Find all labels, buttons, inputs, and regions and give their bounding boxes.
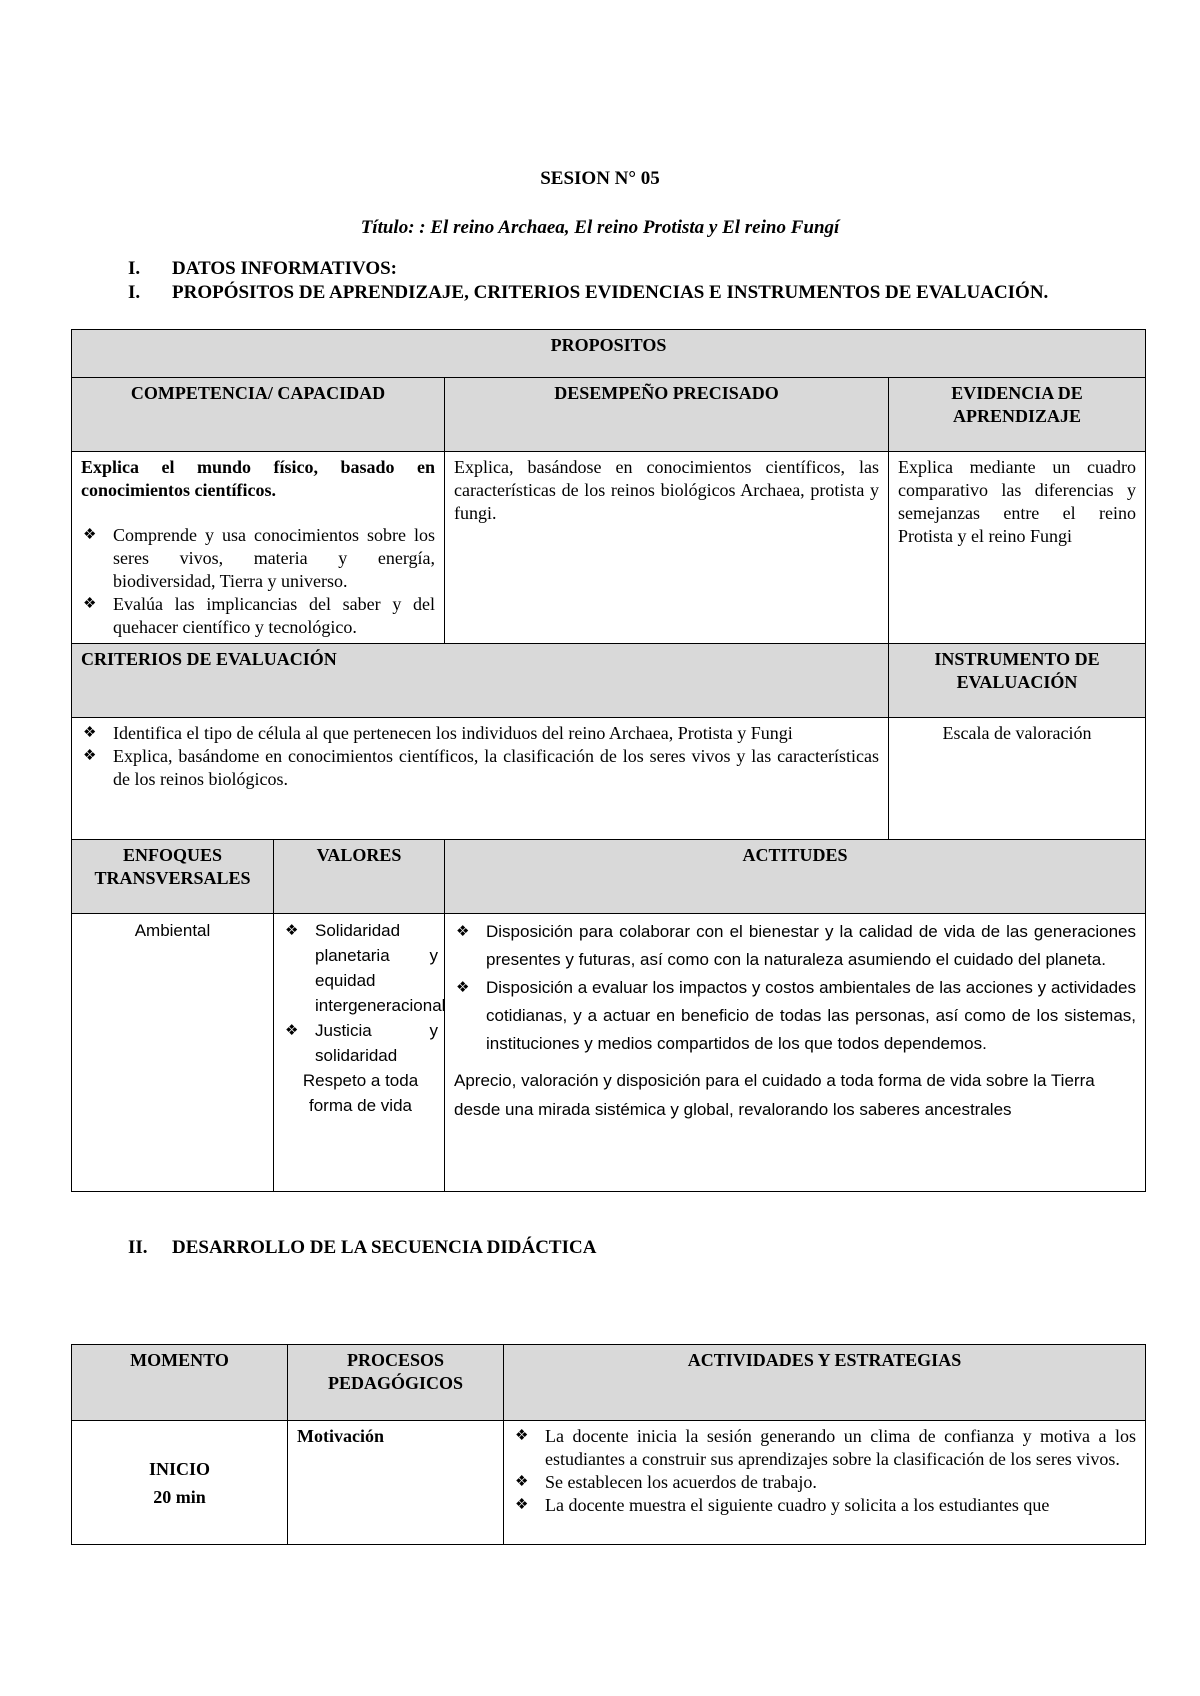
criteria-cell (72, 718, 889, 840)
approach-cell: Ambiental (72, 914, 274, 1192)
sequence-table (71, 1344, 1146, 1545)
activity-item: ❖ La docente inicia la sesión generando un clima de confianza y motiva a los estudiantes a construir sus aprendizajes sobre la clasificación de los seres vivos. (513, 1425, 1136, 1471)
value-item: ❖ Solidaridad planetaria y equidad intergeneracional (283, 918, 438, 1018)
values-cell (274, 914, 445, 1192)
competence-title: Explica el mundo físico, basado en conocimientos científicos. (81, 457, 435, 500)
section-heading-purposes (128, 282, 1048, 304)
values-column-header: VALORES (274, 840, 445, 914)
attitudes-cell (445, 914, 1146, 1192)
activity-item: ❖ La docente muestra el siguiente cuadro y solicita a los estudiantes que (513, 1494, 1136, 1517)
values-list (283, 918, 446, 1068)
attitudes-list (454, 918, 1136, 1058)
activities-column-header: ACTIVIDADES Y ESTRATEGIAS (504, 1345, 1146, 1421)
attitude-extra: Aprecio, valoración y disposición para el cuidado a toda forma de vida sobre la Tierra desde una mirada sistémica y global, revalorando los saberes ancestrales (454, 1071, 1095, 1119)
criteria-item: ❖ Explica, basándome en conocimientos científicos, la clasificación de los seres vivos y las características de los reinos biológicos. (81, 745, 879, 791)
competence-cell (72, 452, 445, 644)
session-title: Título: : El reino Archaea, El reino Protista y El reino Fungí (360, 217, 840, 238)
instrument-cell: Escala de valoración (889, 718, 1146, 840)
approach-column-header: ENFOQUES TRANSVERSALES (72, 840, 274, 914)
section-heading-sequence (128, 1237, 596, 1259)
section-label: DESARROLLO DE LA SECUENCIA DIDÁCTICA (172, 1237, 597, 1258)
session-number: SESION N° 05 (540, 168, 660, 189)
attitude-item: ❖ Disposición a evaluar los impactos y costos ambientales de las acciones y actividades cotidianas, y a actuar en beneficio de todas las personas, así como de los sistemas, instituciones y medios compartidos de los que todos dependemos. (454, 974, 1136, 1058)
capacity-item: ❖ Evalúa las implicancias del saber y del quehacer científico y tecnológico. (81, 593, 435, 639)
moment-label: INICIO (148, 1458, 210, 1479)
performance-cell: Explica, basándose en conocimientos científicos, las características de los reinos biológicos Archaea, protista y fungi. (445, 452, 889, 644)
performance-column-header: DESEMPEÑO PRECISADO (445, 378, 889, 452)
evidence-column-header: EVIDENCIA DE APRENDIZAJE (889, 378, 1146, 452)
capacity-item: ❖ Comprende y usa conocimientos sobre los seres vivos, materia y energía, biodiversidad, Tierra y universo. (81, 524, 435, 593)
attitude-item: ❖ Disposición para colaborar con el bienestar y la calidad de vida de las generaciones presentes y futuras, así como con la naturaleza asumiendo el cuidado del planeta. (454, 918, 1136, 974)
activity-item: ❖ Se establecen los acuerdos de trabajo. (513, 1471, 1136, 1494)
section-label: PROPÓSITOS DE APRENDIZAJE, CRITERIOS EVIDENCIAS E INSTRUMENTOS DE EVALUACIÓN. (172, 282, 1049, 303)
moment-column-header: MOMENTO (72, 1345, 288, 1421)
moment-cell (72, 1421, 288, 1545)
competence-column-header: COMPETENCIA/ CAPACIDAD (72, 378, 445, 452)
moment-duration: 20 min (153, 1486, 206, 1507)
capacities-list (81, 524, 435, 639)
section-label: DATOS INFORMATIVOS: (172, 258, 398, 279)
process-cell: Motivación (288, 1421, 504, 1545)
criteria-list (81, 722, 879, 791)
section-number: I. (128, 282, 141, 303)
instrument-header: INSTRUMENTO DE EVALUACIÓN (889, 644, 1146, 718)
activities-cell (504, 1421, 1146, 1545)
section-heading-informative-data (128, 258, 397, 280)
purposes-banner: PROPOSITOS (72, 330, 1146, 378)
section-number: II. (128, 1237, 148, 1258)
value-extra: Respeto a toda forma de vida (302, 1071, 419, 1115)
activities-list (513, 1425, 1136, 1517)
evidence-cell: Explica mediante un cuadro comparativo las diferencias y semejanzas entre el reino Protista y el reino Fungi (889, 452, 1146, 644)
purposes-table (71, 329, 1146, 1192)
process-column-header: PROCESOS PEDAGÓGICOS (288, 1345, 504, 1421)
section-number: I. (128, 258, 141, 279)
value-item: ❖ Justicia y solidaridad (283, 1018, 438, 1068)
criteria-item: ❖ Identifica el tipo de célula al que pertenecen los individuos del reino Archaea, Protista y Fungi (81, 722, 879, 745)
attitudes-column-header: ACTITUDES (445, 840, 1146, 914)
criteria-header: CRITERIOS DE EVALUACIÓN (72, 644, 889, 718)
